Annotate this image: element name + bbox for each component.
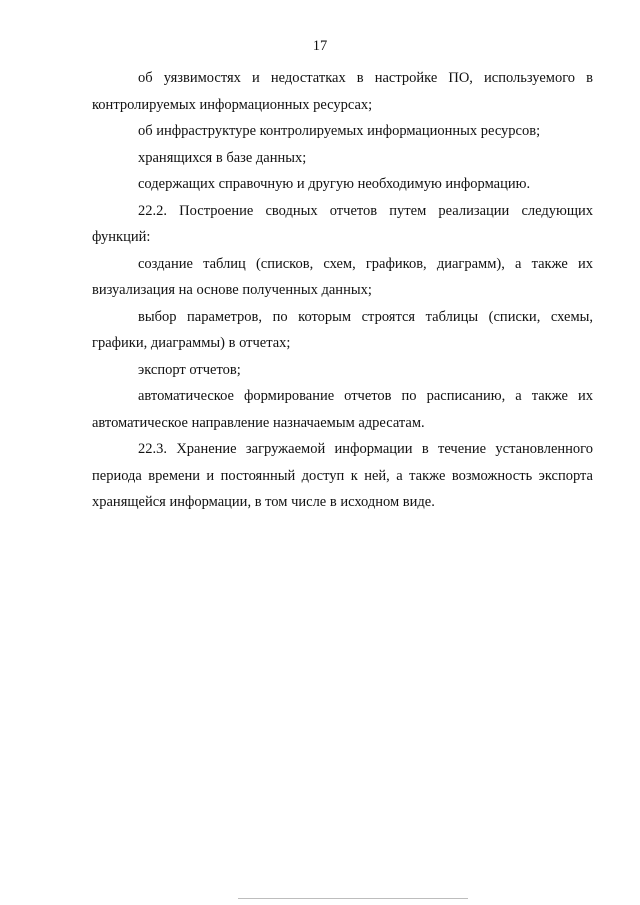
paragraph-22-2-summary-reports: 22.2. Построение сводных отчетов путем реализации следующих функций:: [92, 202, 593, 245]
paragraph-vulnerabilities: об уязвимостях и недостатках в настройке ПО, используемого в контролируемых информационных ресурсах;: [92, 70, 593, 113]
document-body: [92, 65, 593, 516]
paragraph-create-tables: создание таблиц (списков, схем, графиков, диаграмм), а также их визуализация на основе полученных данных;: [92, 255, 593, 298]
paragraph-reference-information: содержащих справочную и другую необходимую информацию.: [138, 176, 531, 192]
paragraph-export-reports: экспорт отчетов;: [138, 361, 241, 378]
paragraph-select-parameters: выбор параметров, по которым строятся таблицы (списки, схемы, графики, диаграммы) в отчетах;: [92, 308, 593, 351]
paragraph-22-3-storage: 22.3. Хранение загружаемой информации в течение установленного периода времени и постоянный доступ к ней, а также возможность экспорта хранящейся информации, в том числе в исходном виде.: [92, 441, 593, 510]
paragraph-scheduled-reports: автоматическое формирование отчетов по расписанию, а также их автоматическое направление назначаемым адресатам.: [92, 388, 593, 431]
page-bottom-edge-line: [238, 898, 468, 899]
paragraph-infrastructure: об инфраструктуре контролируемых информационных ресурсов;: [138, 123, 541, 139]
paragraph-stored-in-database: хранящихся в базе данных;: [138, 149, 307, 166]
page-number: 17: [312, 38, 328, 54]
